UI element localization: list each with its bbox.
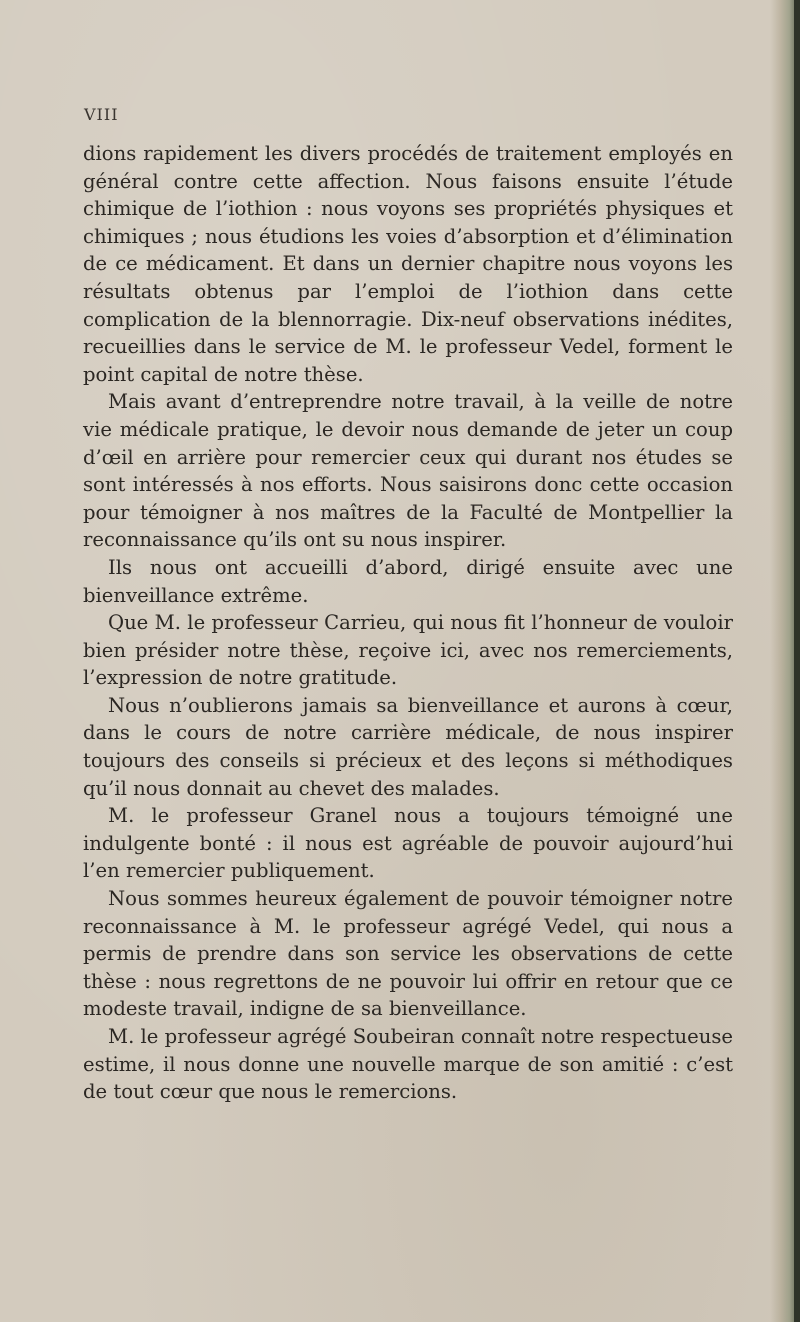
paragraph-continuation: dions rapidement les divers procédés de traitement employés en général contre cette affection. Nous faisons ensuite l’étude chimique de l’iothion : nous voyons ses propriétés physiques et chimiques ; nous étudions les voies d’absorption et d’élimination de ce médicament. Et dans un dernier chapitre nous voyons les résultats obtenus par l’emploi de l’iothion dans cette complication de la blennorragie. Dix-neuf observations inédites, recueillies dans le service de M. le professeur Vedel, forment le point capital de notre thèse. bbox=[83, 142, 733, 386]
page-number: VIII bbox=[84, 105, 119, 124]
body-text bbox=[83, 140, 733, 1106]
paragraph-carrieu: Que M. le professeur Carrieu, qui nous fit l’honneur de vouloir bien présider notre thèse, reçoive ici, avec nos remerciements, l’expression de notre gratitude. bbox=[83, 611, 733, 690]
page-edge-binding bbox=[794, 0, 800, 1322]
paragraph-carrieu-advice: Nous n’oublierons jamais sa bienveillance et aurons à cœur, dans le cours de notre carrière médicale, de nous inspirer toujours des conseils si précieux et des leçons si méthodiques qu’il nous donnait au chevet des malades. bbox=[83, 693, 733, 800]
paragraph-acknowledgement-intro: Mais avant d’entreprendre notre travail, à la veille de notre vie médicale pratique, le devoir nous demande de jeter un coup d’œil en arrière pour remercier ceux qui durant nos études se sont intéressés à nos efforts. Nous saisirons donc cette occasion pour témoigner à nos maîtres de la Faculté de Montpellier la reconnaissance qu’ils ont su nous inspirer. bbox=[83, 390, 733, 552]
paragraph-welcome: Ils nous ont accueilli d’abord, dirigé ensuite avec une bienveillance extrême. bbox=[83, 555, 733, 607]
paragraph-vedel: Nous sommes heureux également de pouvoir témoigner notre reconnaissance à M. le professeur agrégé Vedel, qui nous a permis de prendre dans son service les observations de cette thèse : nous regrettons de ne pouvoir lui offrir en retour que ce modeste travail, indigne de sa bienveillance. bbox=[83, 887, 733, 1021]
paragraph-soubeiran: M. le professeur agrégé Soubeiran connaît notre respectueuse estime, il nous donne une nouvelle marque de son amitié : c’est de tout cœur que nous le remercions. bbox=[83, 1025, 733, 1104]
paragraph-granel: M. le professeur Granel nous a toujours témoigné une indulgente bonté : il nous est agréable de pouvoir aujourd’hui l’en remercier publiquement. bbox=[83, 804, 733, 883]
